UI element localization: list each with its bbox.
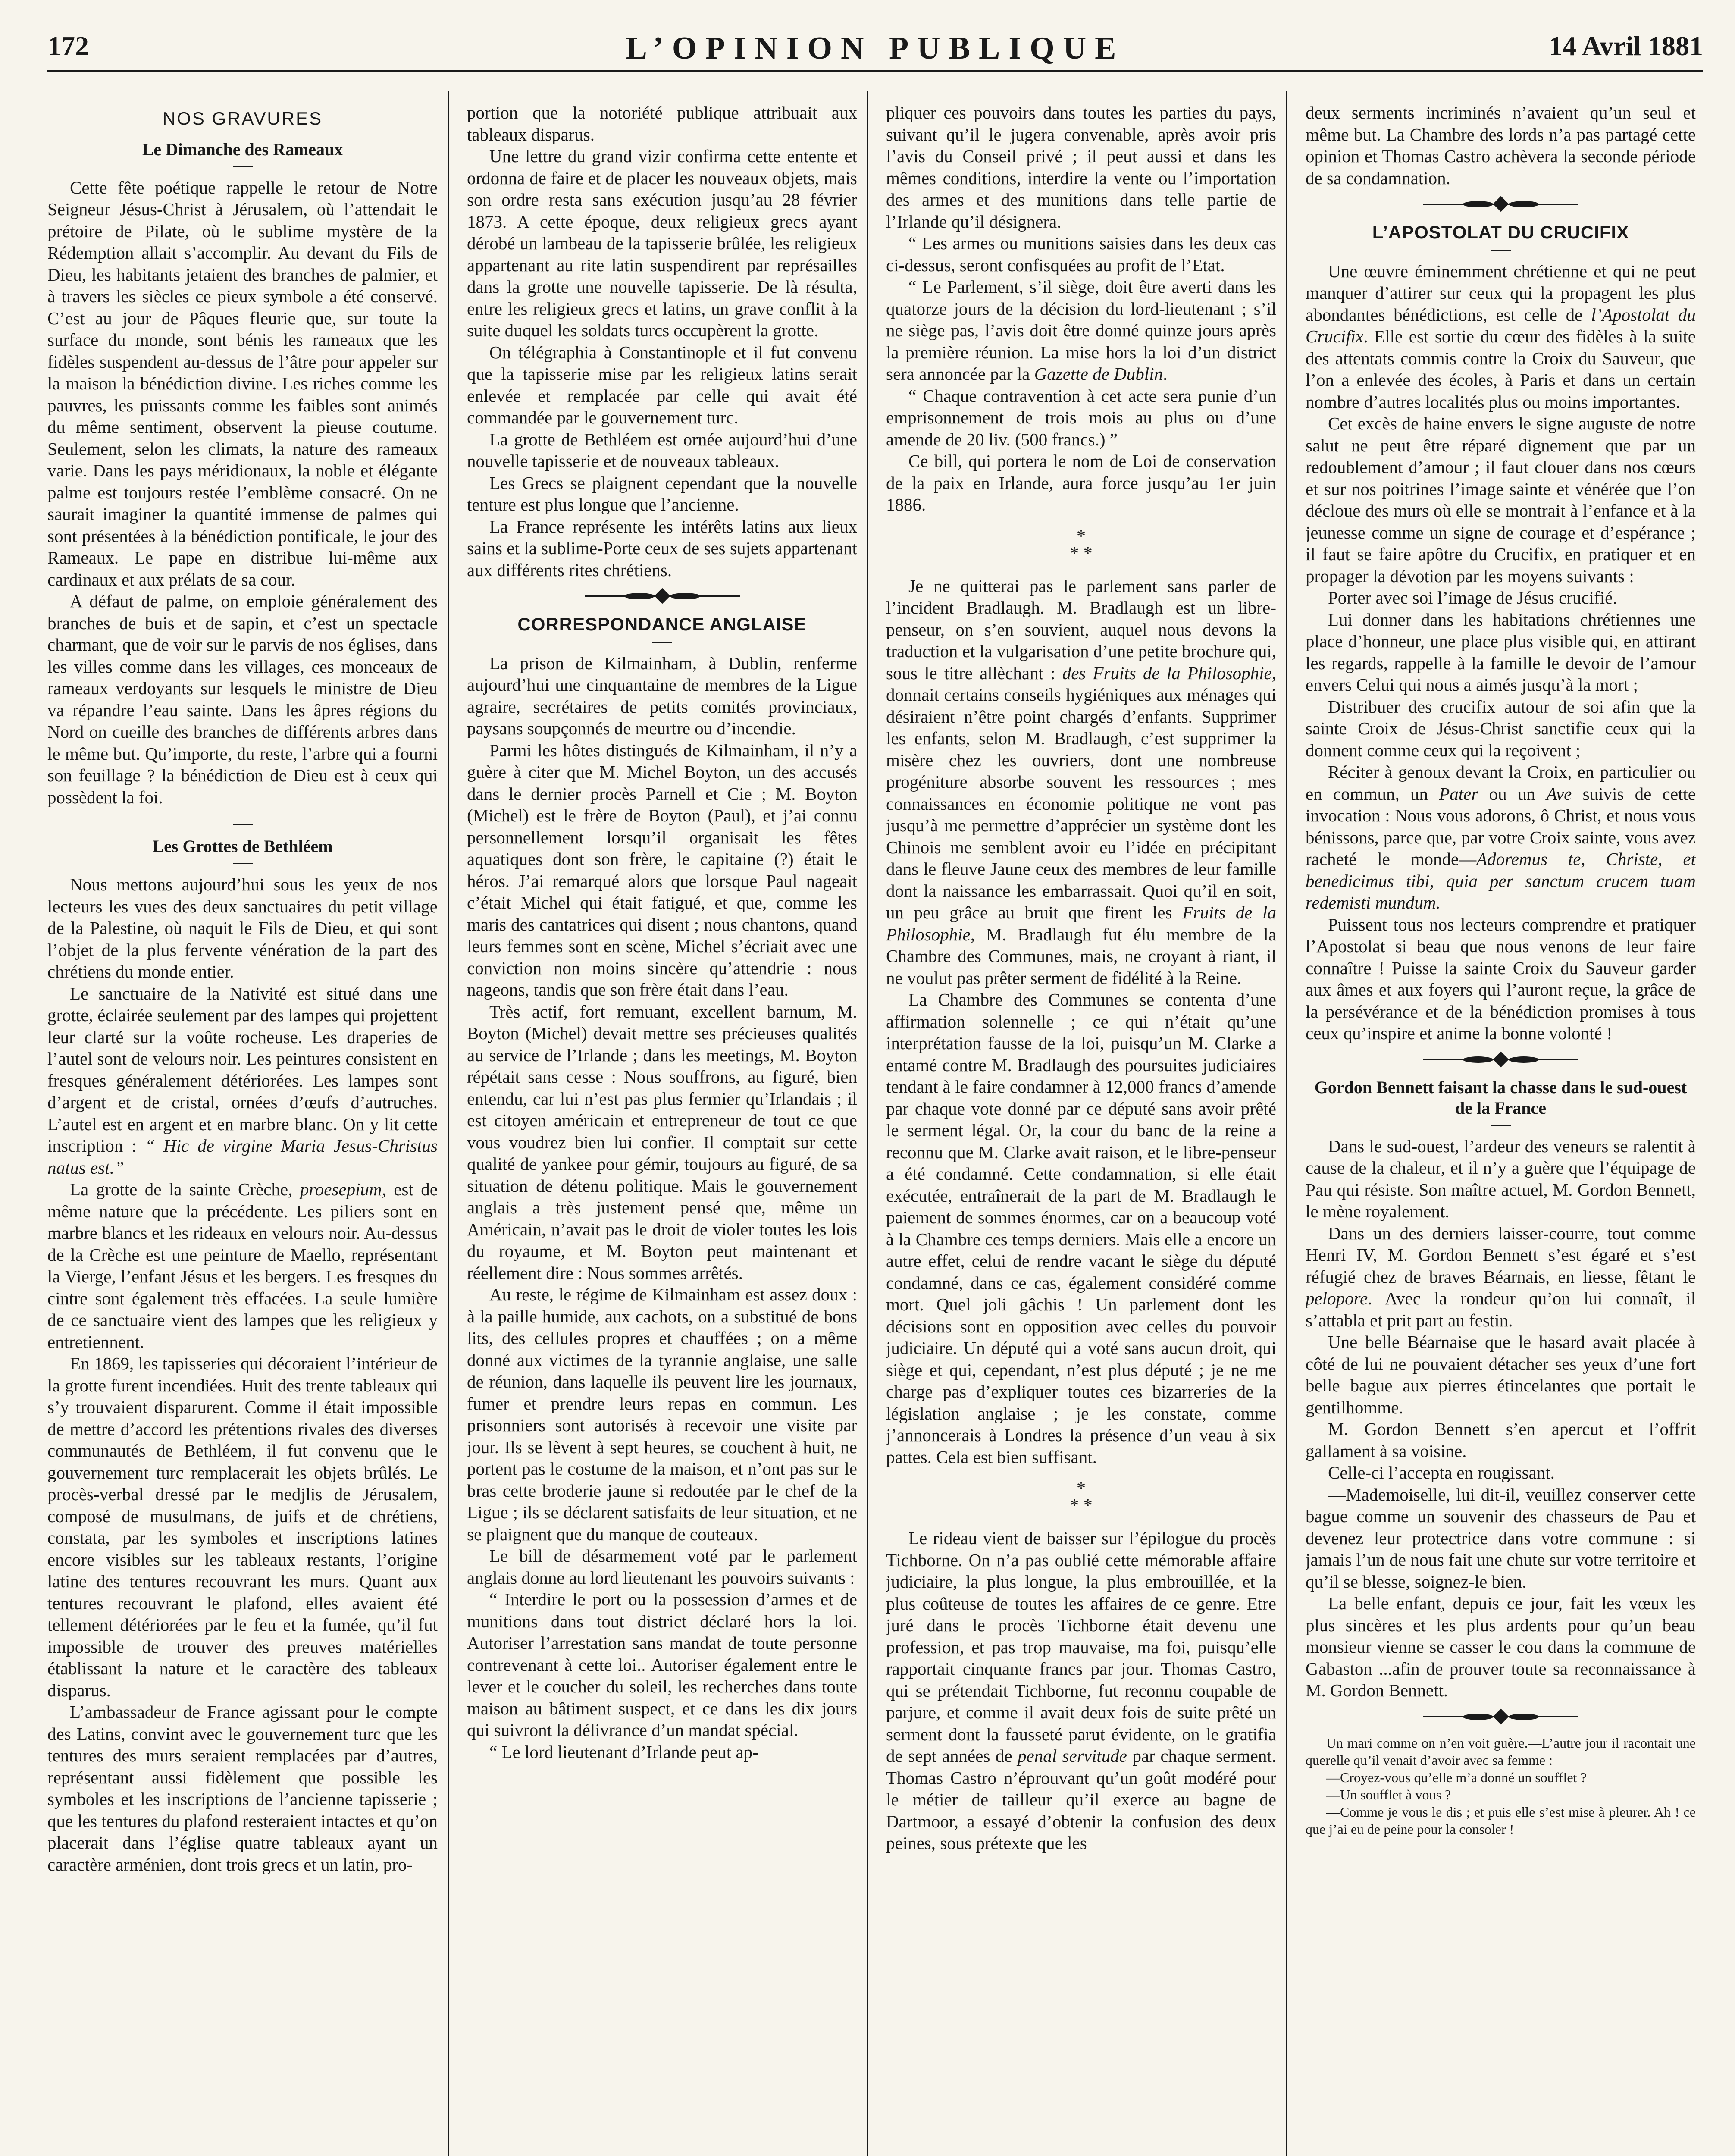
short-rule [1491, 250, 1511, 251]
article-title-correspondance: CORRESPONDANCE ANGLAISE [517, 614, 807, 634]
paragraph: “ Chaque contravention à cet acte sera punie d’un emprisonnement de trois mois au plus ou d’une amende de 20 liv. (500 francs.) ” [886, 385, 1276, 449]
masthead [47, 27, 1703, 72]
paragraph: M. Gordon Bennett s’en apercut et l’offrit gallament à sa voisine. [1306, 1419, 1696, 1461]
paragraph: Je ne quitterai pas le parlement sans parler de l’incident Bradlaugh. M. Bradlaugh est un libre-penseur, on s’en souvient, auquel nous devons la traduction et la vulgarisation d’une petite brochure qui, sous le titre allèchant : des Fruits de la Philosophie, donnait certains conseils hygiéniques aux ménages qui désiraient n’être point chargés d’enfants. Supprimer les enfants, selon M. Bradlaugh, c’est supprimer la misère chez les ouvriers, dont une nombreuse progéniture absorbe souvent les ressources ; mes connaissances en économie politique ne vont pas jusqu’à me permettre d’apprécier un système dont les Chinois me semblent avoir eu l’idée en précipitant dans le fleuve Jaune ceux des membres de leur famille dont la naissance les embarrassait. Quoi qu’il en soit, un peu grâce au bruit que firent les Fruits de la Philosophie, M. Bradlaugh fut élu membre de la Chambre des Communes, mais, ne croyant à riant, il ne voulut pas prêter serment de fidélité à la Reine. [886, 576, 1276, 988]
paragraph: L’ambassadeur de France agissant pour le compte des Latins, convint avec le gouvernement turc que les tentures des murs seraient remplacées par d’autres, représentant aussi fidèlement que possible les symboles et les inscriptions de l’ancienne tapisserie ; que les tentures du plafond resteraient intactes et qu’on placerait dans l’église quatre tableaux ayant un caractère arménien, dont trois grecs et un latin, pro- [47, 1702, 438, 1874]
article-title-grottes: Les Grottes de Bethléem [152, 837, 333, 856]
paragraph: Au reste, le régime de Kilmainham est assez doux : à la paille humide, aux cachots, on a substitué de bons lits, des cellules propres et chauffées ; on a même donné aux victimes de la tyrannie anglaise, une salle de réunion, dans laquelle ils peuvent lire les journaux, fumer et prendre leurs repas en commun. Les prisonniers sont autorisés à recevoir une visite par jour. Ils se lèvent à sept heures, se couchent à huit, ne portent pas le costume de la maison, et n’ont pas sur le bras cette broderie jaune si redoutée par le chef de la Ligue ; ils se déclarent satisfaits de leur situation, et ne se plaignent que du manque de couteaux. [467, 1285, 857, 1544]
paragraph: Puissent tous nos lecteurs comprendre et pratiquer l’Apostolat si beau que nous venons de leur faire connaître ! Puisse la sainte Croix du Sauveur garder aux âmes et aux foyers qui l’auront reçue, la grâce de la persévérance et de la bénédiction promises à tous ceux qu’inspire et anime la bonne volonté ! [1306, 914, 1696, 1043]
section-ornament [1423, 1053, 1578, 1067]
paragraph: Cet excès de haine envers le signe auguste de notre salut ne peut être réparé dignement que par un redoublement d’amour ; il faut clouer dans nos cœurs et sur nos poitrines l’image sainte et vénérée que l’on décloue des murs où elle se montrait à l’enfance et à la jeunesse comme un signe de courage et d’espérance ; il faut se faire apôtre du Crucifix, en pratiquer et en propager la dévotion par les moyens suivants : [1306, 414, 1696, 586]
paragraph: Une lettre du grand vizir confirma cette entente et ordonna de faire et de placer les nouveaux objets, mais son ordre resta sans exécution jusqu’au 28 février 1873. A cette époque, deux religieux grecs ayant dérobé un lambeau de la tapisserie brûlée, les religieux appartenant au rite latin suspendirent par représailles dans la grotte une nouvelle tapisserie. De là résulta, entre les religieux grecs et latins, un grave conflit à la suite duquel les soldats turcs occupèrent la grotte. [467, 146, 857, 340]
column-3 [886, 102, 1276, 2156]
paragraph: En 1869, les tapisseries qui décoraient l’intérieur de la grotte furent incendiées. Huit des trente tableaux qui s’y trouvaient disparurent. Comme il était impossible de mettre d’accord les prétentions rivales des diverses communautés de Bethléem, il fut convenu que le gouvernement turc remplacerait les objets brûlés. Le procès-verbal dressé par le medjlis de Jérusalem, composé de musulmans, de juifs et de chrétiens, constata, par les symboles et inscriptions latines encore visibles sur les tableaux restants, l’origine latine des tentures recouvrant les murs. Quant aux tentures recouvrant le plafond, elles avaient été tellement détériorées par le feu et la fumée, qu’il fut impossible de trouver des preuves matérielles établissant la nature et le caractère des tableaux disparus. [47, 1354, 438, 1700]
article-title-bennett: Gordon Bennett faisant la chasse dans le sud-ouest de la France [1314, 1077, 1687, 1118]
paragraph: Distribuer des crucifix autour de soi afin que la sainte Croix de Jésus-Christ sanctifie ceux qui la donnent comme ceux qui la reçoivent ; [1306, 696, 1696, 760]
paragraph: Porter avec soi l’image de Jésus crucifié. [1328, 588, 1617, 608]
paragraph: Le rideau vient de baisser sur l’épilogue du procès Tichborne. On n’a pas oublié cette mémorable affaire judiciaire, la plus longue, la plus embrouillée, et la plus coûteuse de toutes les affaires de ce genre. Etre juré dans le procès Tichborne était devenu une profession, et pas trop mauvaise, ma foi, puisqu’elle rapportait cinquante francs par jour. Thomas Castro, qui se prétendait Tichborne, fut reconnu coupable de parjure, et comme il avait deux fois de suite prêté un serment dont la fausseté parut évidente, on le gratifia de sept années de penal servitude par chaque serment. Thomas Castro n’éprouvant qu’un goût modéré pour le métier de tailleur qu’il exerce au bagne de Dartmoor, a essayé d’obtenir la confusion des deux peines, sous prétexte que les [886, 1528, 1276, 1853]
paragraph: La prison de Kilmainham, à Dublin, renferme aujourd’hui une cinquantaine de membres de la Ligue agraire, secrétaires de petits comités provinciaux, paysans soupçonnés de meurtre ou d’incendie. [467, 653, 857, 738]
column-rule [448, 91, 449, 2156]
paragraph: Dans le sud-ouest, l’ardeur des veneurs se ralentit à cause de la chaleur, et il n’y a guère que l’équipage de Pau qui résiste. Son maître actuel, M. Gordon Bennett, le mène royalement. [1306, 1136, 1696, 1221]
anecdote [1306, 1734, 1696, 1838]
paragraph: La grotte de la sainte Crèche, proesepium, est de même nature que la précédente. Les piliers sont en marbre blancs et les rideaux en velours noir. Au-dessus de la Crèche est une peinture de Maello, représentant la Vierge, l’enfant Jésus et les bergers. Les fresques du cintre sont également très effacées. La seule lumière de ce sanctuaire vient des lampes que les religieux y entretiennent. [47, 1179, 438, 1352]
paragraph-continued: deux serments incriminés n’avaient qu’un seul et même but. La Chambre des lords n’a pas partagé cette opinion et Thomas Castro achèvera la seconde période de sa condamnation. [1306, 103, 1696, 188]
paragraph: La France représente les intérêts latins aux lieux sains et la sublime-Porte ceux de ses sujets appartenant aux différents rites chrétiens. [467, 516, 857, 580]
paragraph: “ Interdire le port ou la possession d’armes et de munitions dans tout district déclaré hors la loi. Autoriser l’arrestation sans mandat de toute personne contrevenant à cette loi.. Autoriser également entre le lever et le coucher du soleil, les recherches dans toute maison au bâtiment suspect, et ce dans les dix jours qui suivront la délivrance d’un mandat spécial. [467, 1589, 857, 1740]
anecdote-line: Un mari comme on n’en voit guère.—L’autre jour il racontait une querelle qu’il venait d’avoir avec sa femme : [1306, 1735, 1696, 1768]
page-number: 172 [47, 31, 89, 61]
paragraph: Une belle Béarnaise que le hasard avait placée à côté de lui ne pouvaient détacher ses yeux d’une fort belle bague aux pierres étincelantes que portait le gentilhomme. [1306, 1332, 1696, 1417]
paragraph: Les Grecs se plaignent cependant que la nouvelle tenture est plus longue que l’ancienne. [467, 473, 857, 514]
paragraph: On télégraphia à Constantinople et il fut convenu que la tapisserie mise par les religieux latins serait enlevée et remplacée par celle qui avait été commandée par le gouvernement turc. [467, 342, 857, 427]
paragraph: Une œuvre éminemment chrétienne et qui ne peut manquer d’attirer sur ceux qui la propagent les plus abondantes bénédictions, est celle de l’Apostolat du Crucifix. Elle est sortie du cœur des fidèles à la suite des attentats commis contre la Croix du Sauveur, que l’on a enlevée des écoles, à Paris et dans un certain nombre d’autres localités plus ou moins importantes. [1306, 261, 1696, 412]
section-ornament [1423, 197, 1578, 211]
short-rule [1491, 1125, 1511, 1126]
paragraph: “ Le lord lieutenant d’Irlande peut ap- [489, 1742, 758, 1762]
short-rule [233, 863, 253, 864]
paragraph: Nous mettons aujourd’hui sous les yeux de nos lecteurs les vues des deux sanctuaires du petit village de la Palestine, où naquit le Fils de Dieu, et qui sont l’objet de la plus fervente vénération de la part des chrétiens du monde entier. [47, 874, 438, 981]
paragraph: Le bill de désarmement voté par le parlement anglais donne au lord lieutenant les pouvoirs suivants : [467, 1546, 857, 1588]
column-rule [867, 91, 868, 2156]
column-rule [1286, 91, 1287, 2156]
paragraph-continued: portion que la notoriété publique attribuait aux tableaux disparus. [467, 103, 857, 144]
paragraph: Celle-ci l’accepta en rougissant. [1328, 1463, 1555, 1482]
column-1 [47, 102, 438, 2156]
short-rule [233, 166, 253, 167]
paragraph: Le sanctuaire de la Nativité est situé dans une grotte, éclairée seulement par des lampes qui projettent leur clarté sur la voûte rocheuse. Les draperies de l’autel sont de velours noir. Les peintures consistent en fresques généralement détériorées. Les lampes sont d’argent et de cristal, ornées d’œufs d’autruches. L’autel est en argent et en marbre blanc. On y lit cette inscription : “ Hic de virgine Maria Jesus-Christus natus est.” [47, 983, 438, 1178]
paragraph: Réciter à genoux devant la Croix, en particulier ou en commun, un Pater ou un Ave suivis de cette invocation : Nous vous adorons, ô Christ, et nous vous bénissons, parce que, par votre Croix sainte, vous avez racheté le monde—Adoremus te, Christe, et benedicimus tibi, quia per sanctum crucem tuam redemisti mundum. [1306, 762, 1696, 912]
section-heading-nos-gravures: NOS GRAVURES [162, 108, 323, 128]
paragraph-continued: pliquer ces pouvoirs dans toutes les parties du pays, suivant qu’il le jugera convenable, après avoir pris l’avis du Conseil privé ; il peut aussi et dans les mêmes conditions, interdire la vente ou l’importation des armes et des munitions dans telle partie de l’Irlande qu’il désignera. [886, 103, 1276, 232]
anecdote-line: —Un soufflet à vous ? [1326, 1786, 1451, 1802]
section-ornament [1423, 1710, 1578, 1724]
article-title-apostolat: L’APOSTOLAT DU CRUCIFIX [1372, 222, 1629, 242]
short-rule [233, 824, 253, 825]
article-title-rameaux: Le Dimanche des Rameaux [142, 139, 343, 159]
paragraph: La Chambre des Communes se contenta d’une affirmation solennelle ; ce qui n’était qu’une interprétation fausse de la loi, puisqu’un M. Clarke a entamé contre M. Bradlaugh des poursuites judiciaires tendant à le faire condamner à 12,000 francs d’amende par chaque vote donné par ce député sans avoir prêté le serment légal. Or, la cour du banc de la reine a reconnu que M. Clarke avait raison, et le libre-penseur a été condamné. Cette condamnation, si elle était exécutée, entraînerait de la part de M. Bradlaugh le paiement de sommes énormes, car on a beaucoup voté à la Chambre ces temps derniers. Mais elle a encore un autre effet, celui de rendre vacant le siège du député condamné, dans ce cas, également considéré comme mort. Quel joli gâchis ! Un parlement dont les décisions sont en opposition avec celles du pouvoir judiciaire. Un député qui a voté sans aucun droit, qui siège et qui, cependant, n’est plus député ; je ne me charge pas d’expliquer toutes ces bizarreries de la législation anglaise ; je les constate, comme j’annoncerais à Londres la présence d’un veau à six pattes. Cela est bien suffisant. [886, 990, 1276, 1467]
issue-date: 14 Avril 1881 [1549, 31, 1703, 61]
paragraph: —Mademoiselle, lui dit-il, veuillez conserver cette bague comme un souvenir des chasseurs de Pau et devenez leur protectrice dans votre commune : si jamais l’un de nous fait une chute sur votre territoire et qu’il se blesse, soignez-le bien. [1306, 1484, 1696, 1592]
paragraph: “ Les armes ou munitions saisies dans les deux cas ci-dessus, seront confisquées au profit de l’Etat. [886, 233, 1276, 275]
asterism-separator: * * * [1070, 526, 1093, 564]
paragraph: Lui donner dans les habitations chrétiennes une place d’honneur, une place plus visible qui, en attirant les regards, rappelle à la famille le devoir de l’amour envers Celui qui nous a aimés jusqu’à la mort ; [1306, 609, 1696, 695]
column-4 [1306, 102, 1696, 2156]
paragraph: Cette fête poétique rappelle le retour de Notre Seigneur Jésus-Christ à Jérusalem, où l’attendait le prétoire de Pilate, où le sublime mystère de la Rédemption allait s’accomplir. Au devant du Fils de Dieu, les habitants jetaient des branches de palmier, et à travers les siècles ce pieux symbole a été conservé. C’est au jour de Pâques fleurie que, sur toute la surface du monde, sont bénis les rameaux que les fidèles suspendent au-dessus de l’âtre pour appeler sur la maison la bénédiction divine. Les riches comme les pauvres, les puissants comme les faibles sont animés du même sentiment, observent la pieuse coutume. Seulement, selon les climats, la nature des rameaux varie. Dans les pays méridionaux, la noble et élégante palme est toujours restée l’emblème consacré. On ne saurait imaginer la quantité immense de palmes qui sont présentées à la bénédiction pontificale, le jour des Rameaux. Le pape en distribue lui-même aux cardinaux et aux prélats de sa cour. [47, 177, 438, 589]
paragraph: Ce bill, qui portera le nom de Loi de conservation de la paix en Irlande, aura force jusqu’au 1er juin 1886. [886, 451, 1276, 514]
anecdote-line: —Croyez-vous qu’elle m’a donné un soufflet ? [1326, 1769, 1587, 1785]
short-rule [652, 642, 672, 643]
newspaper-title: L’OPINION PUBLIQUE [626, 31, 1125, 66]
paragraph: La belle enfant, depuis ce jour, fait les vœux les plus sincères et les plus ardents pour qu’un beau monsieur vienne se casser le cou dans la commune de Gabaston ...afin de prouver toute sa reconnaissance à M. Gordon Bennett. [1306, 1593, 1696, 1700]
paragraph: A défaut de palme, on emploie généralement des branches de buis et de sapin, et c’est un spectacle charmant, que de voir sur le parvis de nos églises, dans les villes comme dans les villages, ces monceaux de rameaux verdoyants sur lesquels le ministre de Dieu va répandre l’eau sainte. Dans les âpres régions du Nord on cueille des branches de différents arbres dans le même but. Qu’importe, du reste, l’arbre qui a fourni son feuillage ? la bénédiction de Dieu est à ceux qui possèdent la foi. [47, 591, 438, 807]
anecdote-line: —Comme je vous le dis ; et puis elle s’est mise à pleurer. Ah ! ce que j’ai eu de peine pour la consoler ! [1306, 1804, 1696, 1837]
latin-inscription: “ Hic de virgine Maria Jesus-Christus natus est.” [47, 1136, 438, 1178]
column-2 [467, 102, 857, 2156]
paragraph: La grotte de Bethléem est ornée aujourd’hui d’une nouvelle tapisserie et de nouveaux tableaux. [467, 429, 857, 471]
paragraph: “ Le Parlement, s’il siège, doit être averti dans les quatorze jours de la décision du lord-lieutenant ; s’il ne siège pas, l’avis doit être donné quinze jours après la première réunion. La mise hors la loi d’un district sera annoncée par la Gazette de Dublin. [886, 277, 1276, 384]
paragraph: Très actif, fort remuant, excellent barnum, M. Boyton (Michel) devait mettre ses précieuses qualités au service de l’Irlande ; dans les meetings, M. Boyton répétait sans cesse : Nous souffrons, au figuré, bien entendu, car lui n’est pas plus fermier qu’Irlandais ; il est citoyen américain et entrepreneur de tout ce que vous voudrez bien lui confier. Il comptait sur cette qualité de yankee pour gémir, toujours au figuré, de sa situation de détenu politique. Mais le gouvernement anglais a très justement pensé que, même un Américain, n’avait pas le droit de violer toutes les lois du royaume, et M. Boyton peut maintenant et réellement dire : Nous sommes arrêtés. [467, 1001, 857, 1283]
asterism-separator: * * * [1070, 1479, 1093, 1516]
paragraph: Parmi les hôtes distingués de Kilmainham, il n’y a guère à citer que M. Michel Boyton, un des accusés dans le dernier procès Parnell et Cie ; M. Boyton (Michel) est le frère de Boyton (Paul), et j’ai connu personnellement lorsqu’il organisait les fêtes aquatiques dont son frère, le capitaine (?) était le héros. J’ai remarqué alors que lorsque Paul nageait c’était Michel qui était fatigué, et que, comme les maris des cantatrices qui disent ; nous chantons, quand leurs femmes sont en scène, Michel s’écriait avec une conviction non moins sincère qu’attendrie : nous nageons, tandis que son frère était dans l’eau. [467, 740, 857, 1000]
section-ornament [585, 589, 740, 603]
paragraph: Dans un des derniers laisser-courre, tout comme Henri IV, M. Gordon Bennett s’est égaré et s’est réfugié chez de braves Béarnais, en liesse, fêtant le pelopore. Avec la rondeur qu’on lui connaît, il s’attabla et prit part au festin. [1306, 1223, 1696, 1330]
